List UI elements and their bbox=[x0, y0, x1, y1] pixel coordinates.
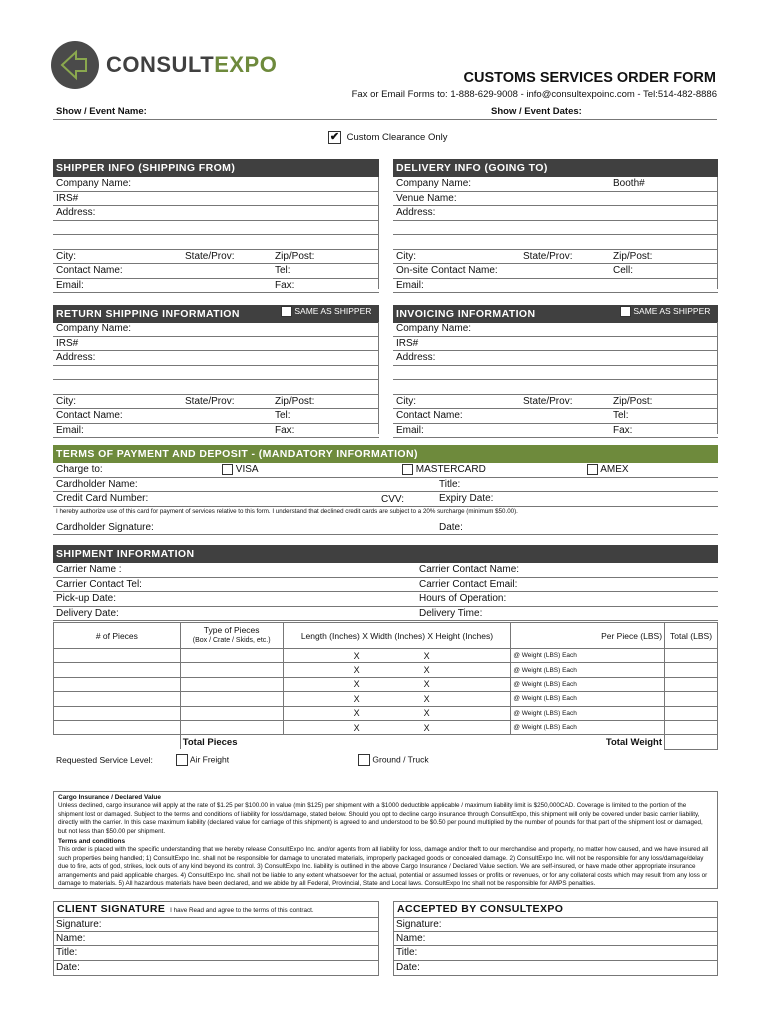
payment-authorize: I hereby authorize use of this card for payment of services relative to this form. I understand that declined credit cards are subject to a 20% surcharge (minimum $50.00). bbox=[56, 508, 518, 515]
invoicing-address-2[interactable] bbox=[393, 366, 718, 381]
table-row[interactable]: X X @ Weight (LBS) Each bbox=[54, 692, 718, 706]
invoicing-company[interactable]: Company Name: bbox=[393, 322, 718, 337]
insurance-block: Cargo Insurance / Declared Value Unless declined, cargo insurance will apply at the rate of $1.25 per $100.00 in value (min $125) per shipment with a $1000 deductible applicable / maximum liability limit is $250,000CAD. Coverage is limited to the portion of the shipment lost or damaged. Subject to the terms and conditions of liability for loss/damage, stated below. Should you opt to decline cargo insurance through ConsultExpo, this shipment will only be covered under basic carrier liability, directly with the carrier. In this case maximum liability (declared value for carriage of this shipment) is agreed to and understood to be $0.50 per pound multiplied by the number of pounds for that part of the shipment lost or damaged, but not less than $50.00 per shipment. bbox=[58, 794, 703, 835]
delivery-address-2[interactable] bbox=[393, 221, 718, 236]
return-company[interactable]: Company Name: bbox=[53, 322, 379, 337]
col-dims-header: Length (Inches) X Width (Inches) X Height (Inches) bbox=[283, 623, 511, 649]
return-address[interactable]: Address: bbox=[53, 351, 379, 366]
visa-checkbox[interactable] bbox=[222, 464, 233, 475]
shipment-carrier-row[interactable]: Carrier Name : Carrier Contact Name: bbox=[53, 563, 718, 578]
delivery-address-3[interactable] bbox=[393, 235, 718, 250]
custom-clearance[interactable] bbox=[328, 131, 448, 144]
table-row[interactable]: X X @ Weight (LBS) Each bbox=[54, 649, 718, 663]
payment-card-row[interactable]: Credit Card Number: CVV: Expiry Date: bbox=[53, 492, 718, 507]
payment-charge-row[interactable]: Charge to: VISA MASTERCARD AMEX bbox=[53, 463, 718, 478]
show-event-name-label: Show / Event Name: bbox=[56, 106, 147, 117]
client-header: CLIENT SIGNATURE I have Read and agree to the terms of this contract. bbox=[57, 903, 314, 915]
accepted-date-row[interactable]: Date: bbox=[396, 961, 420, 973]
logo-mark-icon bbox=[50, 40, 100, 90]
accepted-signature-row[interactable]: Signature: bbox=[393, 917, 718, 932]
payment-holder-row[interactable]: Cardholder Name: Title: bbox=[53, 478, 718, 493]
air-freight-checkbox[interactable] bbox=[176, 754, 188, 766]
invoicing-header: INVOICING INFORMATION SAME AS SHIPPER bbox=[393, 305, 718, 323]
return-irs[interactable]: IRS# bbox=[53, 337, 379, 352]
invoicing-email-row[interactable]: Email: Fax: bbox=[393, 424, 718, 439]
accepted-title-row[interactable]: Title: bbox=[393, 946, 718, 961]
delivery-company[interactable]: Company Name: Booth# bbox=[393, 177, 718, 192]
table-row[interactable]: X X @ Weight (LBS) Each bbox=[54, 720, 718, 734]
show-event-row[interactable] bbox=[53, 105, 717, 120]
return-address-2[interactable] bbox=[53, 366, 379, 381]
delivery-onsite-row[interactable]: On-site Contact Name: Cell: bbox=[393, 264, 718, 279]
delivery-header: DELIVERY INFO (GOING TO) bbox=[393, 159, 718, 177]
col-type-header: Type of Pieces (Box / Crate / Skids, etc.) bbox=[180, 623, 283, 649]
contact-line: Fax or Email Forms to: 1-888-629-9008 - info@consultexpoinc.com - Tel:514-482-8886 bbox=[351, 89, 717, 100]
col-total-header: Total (LBS) bbox=[665, 623, 718, 649]
shipper-email-row[interactable]: Email: Fax: bbox=[53, 279, 379, 294]
pieces-table bbox=[53, 622, 718, 750]
payment-signature-row[interactable]: Cardholder Signature: Date: bbox=[53, 519, 718, 535]
total-weight-label: Total Weight bbox=[511, 735, 665, 749]
payment-header: TERMS OF PAYMENT AND DEPOSIT - (MANDATORY INFORMATION) bbox=[53, 445, 718, 463]
client-name-row[interactable]: Name: bbox=[53, 932, 379, 947]
shipper-address-3[interactable] bbox=[53, 235, 379, 250]
amex-label: AMEX bbox=[600, 464, 629, 475]
shipment-tel-row[interactable]: Carrier Contact Tel: Carrier Contact Email: bbox=[53, 578, 718, 593]
mastercard-label: MASTERCARD bbox=[415, 464, 486, 475]
delivery-city-row[interactable]: City: State/Prov: Zip/Post: bbox=[393, 250, 718, 265]
ground-truck-checkbox[interactable] bbox=[358, 754, 370, 766]
logo-text-b: EXPO bbox=[214, 52, 278, 77]
return-same-checkbox[interactable] bbox=[281, 306, 292, 317]
shipper-city-row[interactable]: City: State/Prov: Zip/Post: bbox=[53, 250, 379, 265]
return-address-3[interactable] bbox=[53, 380, 379, 395]
mastercard-checkbox[interactable] bbox=[402, 464, 413, 475]
shipper-irs[interactable]: IRS# bbox=[53, 192, 379, 207]
return-email-row[interactable]: Email: Fax: bbox=[53, 424, 379, 439]
client-title-row[interactable]: Title: bbox=[53, 946, 379, 961]
return-city-row[interactable]: City: State/Prov: Zip/Post: bbox=[53, 395, 379, 410]
shipment-header: SHIPMENT INFORMATION bbox=[53, 545, 718, 563]
logo bbox=[50, 40, 290, 92]
table-row[interactable]: X X @ Weight (LBS) Each bbox=[54, 706, 718, 720]
table-row[interactable]: X X @ Weight (LBS) Each bbox=[54, 663, 718, 677]
visa-label: VISA bbox=[235, 464, 259, 475]
total-pieces-label: Total Pieces bbox=[182, 736, 238, 748]
client-date-row[interactable]: Date: bbox=[56, 961, 80, 973]
service-level-row[interactable]: Requested Service Level: Air Freight Ground / Truck bbox=[56, 754, 429, 765]
table-row[interactable]: X X @ Weight (LBS) Each bbox=[54, 677, 718, 691]
invoicing-same-label: SAME AS SHIPPER bbox=[633, 306, 711, 316]
col-per-header: Per Piece (LBS) bbox=[511, 623, 665, 649]
client-signature-row[interactable]: Signature: bbox=[53, 917, 379, 932]
accepted-header: ACCEPTED BY CONSULTEXPO bbox=[397, 903, 564, 915]
shipper-address-2[interactable] bbox=[53, 221, 379, 236]
shipment-delivery-row[interactable]: Delivery Date: Delivery Time: bbox=[53, 607, 718, 622]
accepted-name-row[interactable]: Name: bbox=[393, 932, 718, 947]
totals-row[interactable] bbox=[54, 735, 718, 749]
page-title: CUSTOMS SERVICES ORDER FORM bbox=[463, 70, 716, 86]
return-contact-row[interactable]: Contact Name: Tel: bbox=[53, 409, 379, 424]
shipper-header: SHIPPER INFO (SHIPPING FROM) bbox=[53, 159, 379, 177]
shipper-company[interactable]: Company Name: bbox=[53, 177, 379, 192]
custom-clearance-label: Custom Clearance Only bbox=[346, 132, 448, 143]
show-event-dates-label: Show / Event Dates: bbox=[491, 106, 582, 117]
shipment-pickup-row[interactable]: Pick-up Date: Hours of Operation: bbox=[53, 592, 718, 607]
invoicing-city-row[interactable]: City: State/Prov: Zip/Post: bbox=[393, 395, 718, 410]
terms-block: Terms and conditions This order is placed with the specific understanding that we hereby release ConsultExpo Inc. and/or agents from all liability for loss, damage and/or theft to our merchandise and property, no matter how caused, and we have insured all such properties being handled; 1) ConsultExpo Inc. shall not be responsible for damage to uncrated materials, improperly packaged goods or concealed damage. 2) ConsultExpo Inc. will not be responsible for any loss/damage/delay due to fire, acts of god, strikes, lock outs of any kind beyond its control. 3) ConsultExpo Inc. liability is outlined in the above Cargo Insurance / Declared Value section. We are self-insured, or have made other appropriate insurance arrangements and paid applicable charges. 4) ConsultExpo Inc. shall not be liable to any extent whatsoever for the actual, potential or assumed losses or profits or revenues, or for any collateral costs which may result from any loss or damage to materials. 5) All hazardous materials have been declared, and we abide by all Federal, Provincial, State and Local laws. ConsultExpo Inc shall not be responsible for AMPS penalties. bbox=[58, 838, 709, 888]
shipper-address[interactable]: Address: bbox=[53, 206, 379, 221]
delivery-venue[interactable]: Venue Name: bbox=[393, 192, 718, 207]
col-pieces-header: # of Pieces bbox=[54, 623, 181, 649]
return-header: RETURN SHIPPING INFORMATION SAME AS SHIPPER bbox=[53, 305, 379, 323]
return-same-label: SAME AS SHIPPER bbox=[294, 306, 372, 316]
amex-checkbox[interactable] bbox=[587, 464, 598, 475]
logo-text-a: CONSULT bbox=[106, 52, 215, 77]
custom-clearance-checkbox[interactable]: ✔ bbox=[329, 131, 340, 143]
invoicing-address-3[interactable] bbox=[393, 380, 718, 395]
shipper-contact-row[interactable]: Contact Name: Tel: bbox=[53, 264, 379, 279]
delivery-email-row[interactable]: Email: bbox=[393, 279, 718, 294]
delivery-address[interactable]: Address: bbox=[393, 206, 718, 221]
invoicing-irs[interactable]: IRS# bbox=[393, 337, 718, 352]
invoicing-address[interactable]: Address: bbox=[393, 351, 718, 366]
invoicing-contact-row[interactable]: Contact Name: Tel: bbox=[393, 409, 718, 424]
invoicing-same-checkbox[interactable] bbox=[620, 306, 631, 317]
